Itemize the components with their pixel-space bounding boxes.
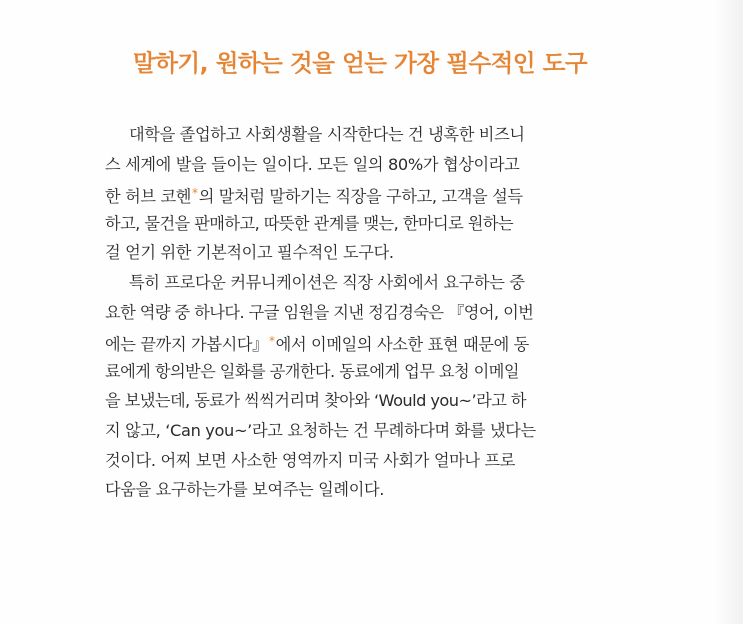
paragraph1-line1: 대학을 졸업하고 사회생활을 시작한다는 건 냉혹한 비즈니 <box>129 125 525 144</box>
paragraph2-line2: 요한 역량 중 하나다. 구글 임원을 지낸 정김경숙은 『영어, 이번 <box>105 302 534 322</box>
paragraph1-line5: 걸 얻기 위한 기본적이고 필수적인 도구다. <box>105 243 394 263</box>
paragraph2-line6: 지 않고, ‘Can you~’라고 요청하는 건 무례하다며 화를 냈다는 <box>105 420 536 440</box>
paragraph1-line4: 하고, 물건을 판매하고, 따뜻한 관계를 맺는, 한마디로 원하는 <box>105 213 514 233</box>
paragraph1-line3 <box>105 179 615 209</box>
paragraph1-line2: 스 세계에 발을 들이는 일이다. 모든 일의 80%가 협상이라고 <box>105 154 520 174</box>
paragraph2-line8: 다움을 요구하는가를 보여주는 일례이다. <box>105 480 385 500</box>
page-edge-shadow <box>713 0 743 624</box>
paragraph2-line3 <box>105 327 615 357</box>
body-text <box>105 120 615 505</box>
footnote-mark: * <box>269 334 275 349</box>
paragraph2-line5: 을 보냈는데, 동료가 씩씩거리며 찾아와 ‘Would you~’라고 하 <box>105 391 526 411</box>
paragraph2-line4: 료에게 항의받은 일화를 공개한다. 동료에게 업무 요청 이메일 <box>105 361 519 381</box>
paragraph1-line3-start: 한 허브 코헨 <box>105 187 192 207</box>
footnote-mark: * <box>192 186 198 201</box>
paragraph1-line3-end: 의 말처럼 말하기는 직장을 구하고, 고객을 설득 <box>198 187 523 207</box>
paragraph2-line3-start: 에는 끝까지 가봅시다』 <box>105 335 269 355</box>
paragraph2-line7: 것이다. 어찌 보면 사소한 영역까지 미국 사회가 얼마나 프로 <box>105 450 516 470</box>
section-heading: 말하기, 원하는 것을 얻는 가장 필수적인 도구 <box>133 49 588 77</box>
paragraph2-line1: 특히 프로다운 커뮤니케이션은 직장 사회에서 요구하는 중 <box>129 272 525 292</box>
paragraph2-line3-end: 에서 이메일의 사소한 표현 때문에 동 <box>275 335 529 355</box>
